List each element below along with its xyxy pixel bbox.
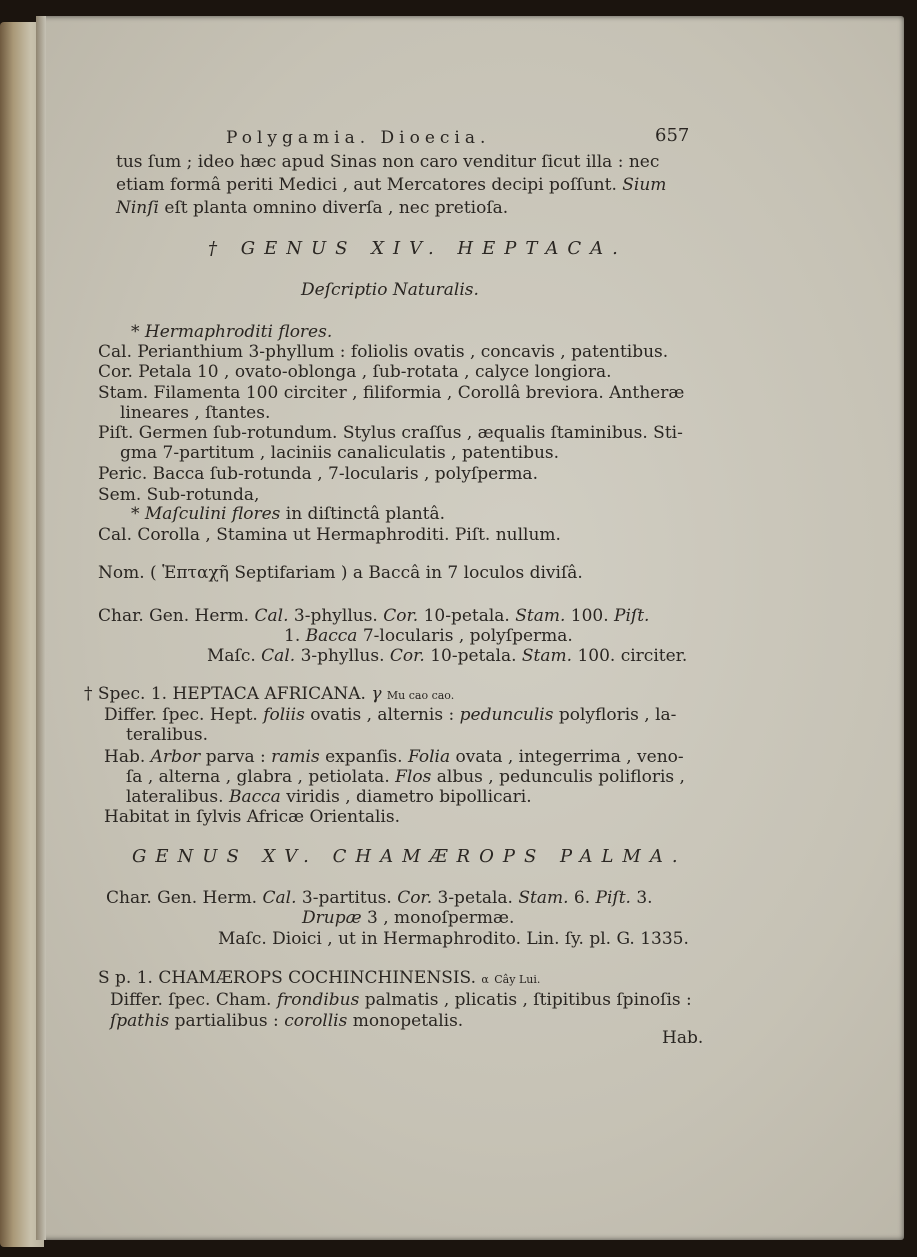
species-line: lateralibus. Bacca viridis , diametro bipollicari. [126, 787, 532, 807]
nomenclature-line: Nom. ( Ἑπταχῆ Septifariam ) a Baccâ in 7 loculos diviſâ. [98, 563, 583, 583]
character-line: 1. Bacca 7-locularis , polyſperma. [284, 626, 573, 646]
species-line: teralibus. [126, 725, 208, 745]
page-number: 657 [655, 125, 690, 146]
character-line: Maſc. Cal. 3-phyllus. Cor. 10-petala. Stam. 100. circiter. [207, 646, 688, 666]
intro-line: tus ſum ; ideo hæc apud Sinas non caro venditur ſicut illa : nec [116, 152, 660, 172]
character-line: Char. Gen. Herm. Cal. 3-phyllus. Cor. 10-petala. Stam. 100. Piſt. [98, 606, 650, 626]
intro-line: Ninſi eſt planta omnino diverſa , nec pretioſa. [116, 198, 509, 218]
species-line: Habitat in ſylvis Africæ Orientalis. [104, 807, 400, 827]
character-line: Maſc. Dioici , ut in Hermaphrodito. Lin. ſy. pl. G. 1335. [218, 929, 689, 949]
species-heading: † Spec. 1. HEPTACA AFRICANA. γ Mu cao cao. [84, 684, 455, 704]
description-line: lineares , ſtantes. [120, 403, 271, 423]
character-line: Char. Gen. Herm. Cal. 3-partitus. Cor. 3-petala. Stam. 6. Piſt. 3. [106, 888, 653, 908]
species-line: ſpathis partialibus : corollis monopetalis. [110, 1011, 464, 1031]
intro-line: etiam formâ periti Medici , aut Mercatores decipi poſſunt. Sium [116, 175, 667, 195]
section-subtitle: Deſcriptio Naturalis. [301, 280, 479, 300]
masc-header: * Maſculini flores in diſtinctâ plantâ. [131, 504, 446, 524]
description-line: gma 7-partitum , laciniis canaliculatis , patentibus. [120, 443, 560, 463]
description-line: Cal. Corolla , Stamina ut Hermaphroditi. Piſt. nullum. [98, 525, 561, 545]
catchword: Hab. [662, 1028, 704, 1048]
genus-heading: GENUS XV. CHAMÆROPS PALMA. [132, 846, 687, 867]
species-line: ſa , alterna , glabra , petiolata. Flos albus , pedunculis polifloris , [126, 767, 685, 787]
genus-heading: † GENUS XIV. HEPTACA. [208, 238, 627, 259]
species-line: Hab. Arbor parva : ramis expanſis. Folia ovata , integerrima , veno- [104, 747, 684, 767]
species-line: Differ. ſpec. Hept. foliis ovatis , alternis : pedunculis polyfloris , la- [104, 705, 677, 725]
page-gutter [36, 16, 46, 1240]
description-line: Cor. Petala 10 , ovato-oblonga , ſub-rotata , calyce longiora. [98, 362, 612, 382]
description-line: Stam. Filamenta 100 circiter , filiformia , Corollâ breviora. Antheræ [98, 383, 685, 403]
character-line: Drupæ 3 , monoſpermæ. [302, 908, 515, 928]
description-line: Sem. Sub-rotunda, [98, 485, 260, 505]
running-title: Polygamia. Dioecia. [226, 128, 491, 148]
herm-header: * Hermaphroditi flores. [131, 322, 333, 342]
species-line: Differ. ſpec. Cham. frondibus palmatis , plicatis , ſtipitibus ſpinoſis : [110, 990, 692, 1010]
species-heading: S p. 1. CHAMÆROPS COCHINCHINENSIS. α Cây Lui. [98, 968, 541, 988]
description-line: Cal. Perianthium 3-phyllum : foliolis ovatis , concavis , patentibus. [98, 342, 669, 362]
description-line: Peric. Bacca ſub-rotunda , 7-locularis , polyſperma. [98, 464, 538, 484]
description-line: Piſt. Germen ſub-rotundum. Stylus craſſus , æqualis ſtaminibus. Sti- [98, 423, 683, 443]
